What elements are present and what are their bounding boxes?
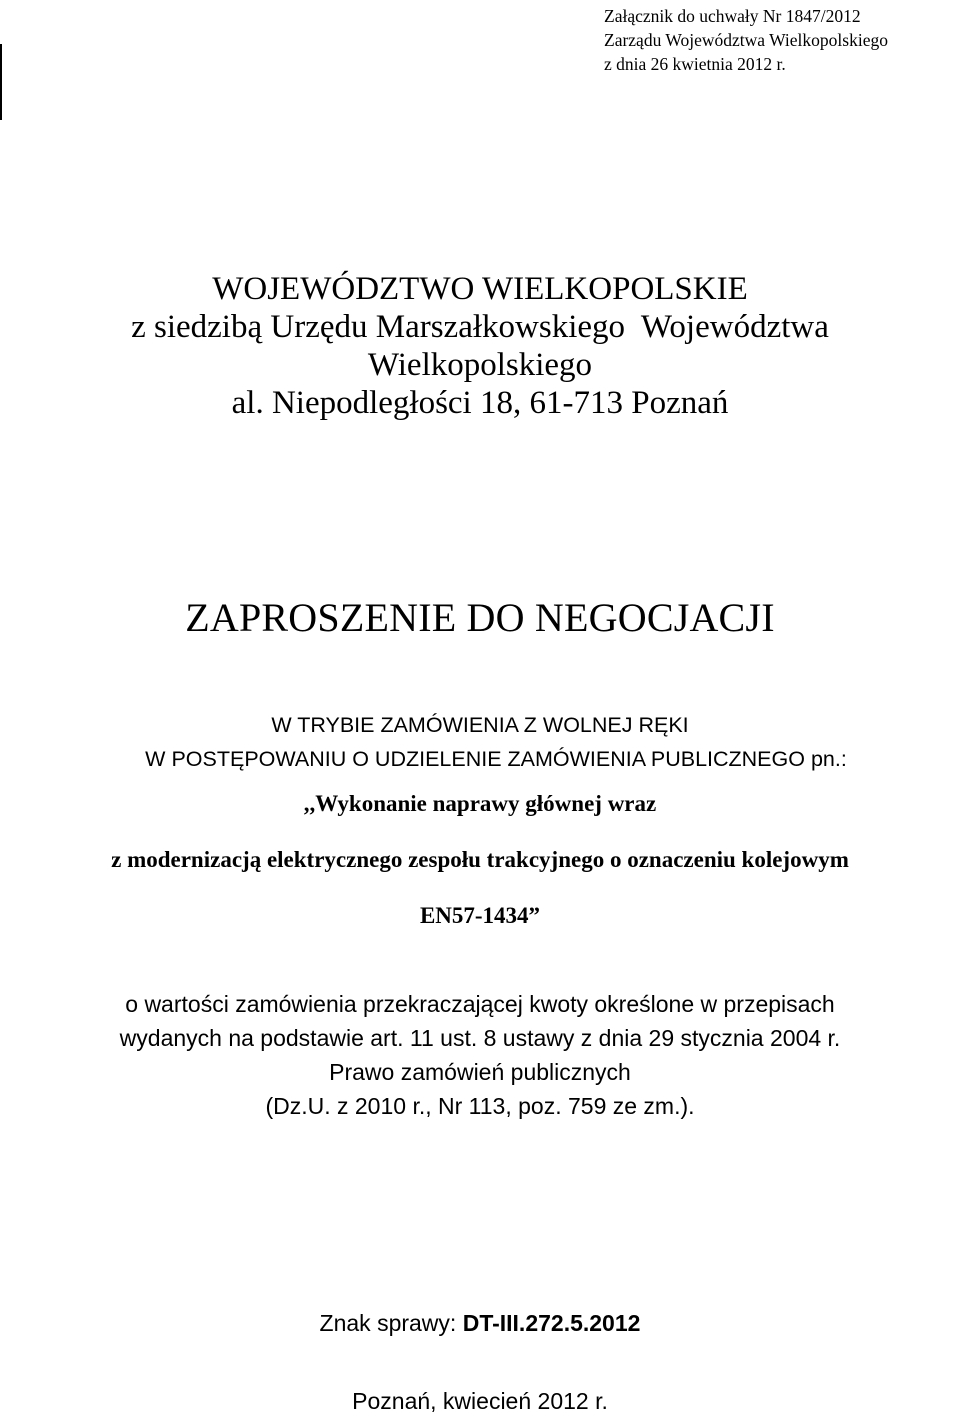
value-note [0, 987, 960, 1123]
issuer-name: WOJEWÓDZTWO WIELKOPOLSKIE [212, 271, 748, 307]
mode-line-1: W TRYBIE ZAMÓWIENIA Z WOLNEJ RĘKI [271, 713, 689, 737]
subject-line-1: ,,Wykonanie naprawy głównej wraz [303, 791, 657, 816]
attachment-line-2: Zarządu Województwa Wielkopolskiego [604, 30, 888, 50]
issuer-seat-line-2: Wielkopolskiego [367, 347, 593, 383]
value-line-3: Prawo zamówień publicznych [329, 1059, 631, 1085]
case-number: DT-III.272.5.2012 [462, 1310, 641, 1336]
document-title: ZAPROSZENIE DO NEGOCJACJI [185, 595, 775, 640]
mode-line-2: W POSTĘPOWANIU O UDZIELENIE ZAMÓWIENIA PUBLICZNEGO pn.: [145, 747, 847, 771]
issuer-block [0, 270, 960, 422]
value-line-4: (Dz.U. z 2010 r., Nr 113, poz. 759 ze zm.). [265, 1093, 695, 1119]
procedure-mode [0, 708, 960, 776]
issuer-address: al. Niepodległości 18, 61-713 Poznań [231, 385, 729, 421]
margin-bar [0, 44, 2, 120]
subject-line-3: EN57-1434” [419, 903, 541, 928]
value-line-2: wydanych na podstawie art. 11 ust. 8 ustawy z dnia 29 stycznia 2004 r. [119, 1025, 841, 1051]
case-reference [0, 1306, 960, 1340]
value-line-1: o wartości zamówienia przekraczającej kwoty określone w przepisach [125, 991, 835, 1017]
attachment-header [604, 4, 888, 76]
place-date: Poznań, kwiecień 2012 r. [352, 1388, 608, 1414]
case-label: Znak sprawy: [319, 1310, 463, 1336]
issuer-seat-line-1: z siedzibą Urzędu Marszałkowskiego Województwa [131, 309, 829, 345]
subject-line-2: z modernizacją elektrycznego zespołu trakcyjnego o oznaczeniu kolejowym [111, 847, 849, 872]
attachment-line-3: z dnia 26 kwietnia 2012 r. [604, 54, 786, 74]
attachment-line-1: Załącznik do uchwały Nr 1847/2012 [604, 6, 861, 26]
